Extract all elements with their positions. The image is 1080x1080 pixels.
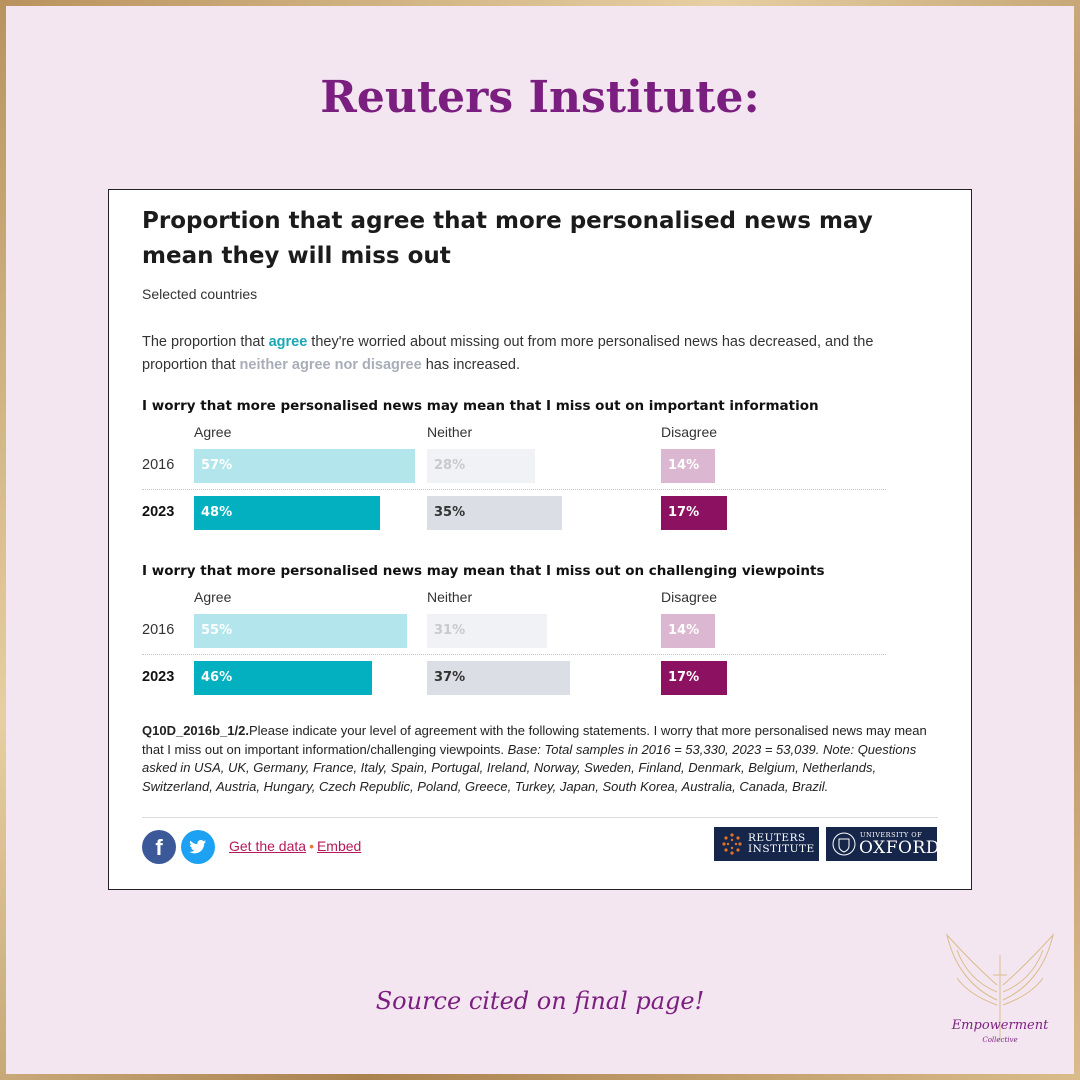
get-data-link[interactable]: Get the data [229,838,307,854]
bar-neither-2016: 28% [427,449,535,483]
bar-neither-2023: 35% [427,496,562,530]
year-label: 2023 [142,504,175,520]
facebook-share-icon[interactable]: f [142,830,176,864]
bar-neither-2023: 37% [427,661,570,695]
footer-divider [142,817,938,818]
year-label: 2023 [142,669,175,685]
desc-part-2: they're worried about missing out from more personalised news has decreased, and the proportion that [142,334,874,373]
chart-title: Proportion that agree that more personalised news may mean they will miss out [142,208,873,269]
bar-neither-2016: 31% [427,614,547,648]
question-title-2: I worry that more personalised news may mean that I miss out on challenging viewpoints [142,563,825,579]
footer-links [229,838,361,854]
page-heading: Reuters Institute: [320,72,760,123]
embed-link[interactable]: Embed [316,838,362,854]
link-separator: • [309,838,314,854]
oxford-crest-icon [829,827,859,861]
bar-agree-2016: 55% [194,614,407,648]
desc-part-1: The proportion that [142,334,269,350]
reuters-institute-logo [714,827,819,861]
column-header-neither: Neither [427,589,473,605]
desc-highlight-neither: neither agree nor disagree [239,357,422,373]
twitter-bird-icon [181,830,215,864]
source-note: Source cited on final page! [375,987,705,1015]
brand-subtitle: Collective [982,1036,1018,1044]
bar-disagree-2016: 14% [661,449,715,483]
note-base: Base: Total samples in 2016 = 53,330, 2023 = 53,039. Note: Questions asked in USA, UK, Germany, France, Italy, Spain, Portugal, Ireland, Norway, Sweden, Finland, Denmark, Belgium, Netherlands, Switzerland, Austria, Hungary, Czech Republic, Poland, Greece, Turkey, Japan, South Korea, Australia, Canada, Brazil. [142,741,917,794]
bar-disagree-2016: 14% [661,614,715,648]
column-header-agree: Agree [194,589,232,605]
oxford-logo-small-text: UNIVERSITY OF [860,831,923,839]
oxford-university-logo [826,827,940,861]
reuters-logo-line2: INSTITUTE [748,843,815,855]
column-header-disagree: Disagree [661,589,718,605]
reuters-dots-icon [717,827,747,861]
column-header-neither: Neither [427,424,473,440]
bar-disagree-2023: 17% [661,661,727,695]
chart-subtitle: Selected countries [142,286,258,302]
chart-card [108,189,972,890]
reuters-logo-line1: REUTERS [748,832,806,844]
desc-part-3: has increased. [421,357,521,373]
bar-agree-2023: 48% [194,496,380,530]
note-question-id: Q10D_2016b_1/2. [142,723,249,738]
oxford-logo-big-text: OXFORD [859,838,940,858]
desc-highlight-agree: agree [268,334,308,350]
chart-description [142,331,942,377]
year-label: 2016 [142,457,175,473]
row-divider [142,489,886,490]
brand-name: Empowerment [951,1018,1049,1033]
bar-disagree-2023: 17% [661,496,727,530]
chart-note [142,722,942,796]
row-divider [142,654,886,655]
note-text: Please indicate your level of agreement with the following statements. I worry that more personalised news may mean that I miss out on important information/challenging viewpoints. [142,723,927,757]
bar-agree-2016: 57% [194,449,415,483]
question-title-1: I worry that more personalised news may mean that I miss out on important information [142,398,819,414]
year-label: 2016 [142,622,175,638]
column-header-agree: Agree [194,424,232,440]
bar-agree-2023: 46% [194,661,372,695]
column-header-disagree: Disagree [661,424,718,440]
twitter-share-icon[interactable] [181,830,215,864]
